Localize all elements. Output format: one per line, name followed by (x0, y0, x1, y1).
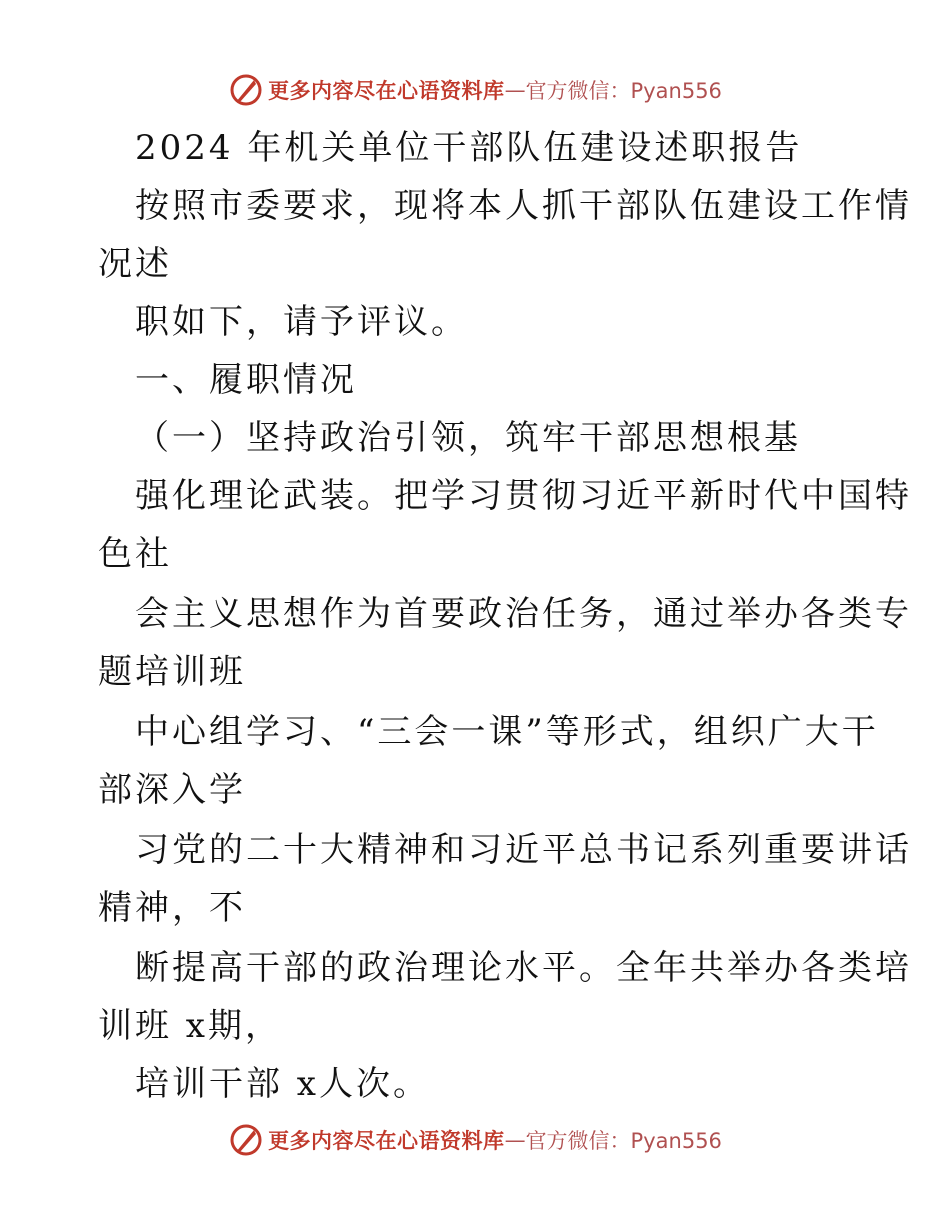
paragraph-line: 习党的二十大精神和习近平总书记系列重要讲话 (135, 830, 912, 870)
paragraph-line: 精神，不 (98, 888, 246, 928)
watermark-dash: — (504, 1128, 526, 1152)
paragraph-line: 断提高干部的政治理论水平。全年共举办各类培 (135, 948, 912, 988)
subsection-heading: （一）坚持政治引领，筑牢干部思想根基 (135, 418, 801, 458)
watermark-red-text: 更多内容尽在心语资料库 (268, 79, 505, 103)
watermark-red-text: 更多内容尽在心语资料库 (268, 1129, 505, 1153)
paragraph-line: 训班 x期， (98, 1006, 282, 1046)
paragraph-line: 会主义思想作为首要政治任务，通过举办各类专 (135, 594, 912, 634)
paragraph-line: 培训干部 x人次。 (135, 1064, 430, 1104)
paragraph-line: 职如下，请予评议。 (135, 302, 468, 342)
header-watermark (0, 70, 950, 110)
footer-watermark (0, 1120, 950, 1160)
document-title: 2024 年机关单位干部队伍建设述职报告 (135, 128, 803, 168)
paragraph-line: 色社 (98, 534, 172, 574)
paragraph-line: 况述 (98, 244, 172, 284)
section-heading: 一、履职情况 (135, 360, 357, 400)
paragraph-line: 强化理论武装。把学习贯彻习近平新时代中国特 (135, 476, 912, 516)
feather-pen-circle-icon (228, 1122, 264, 1158)
watermark-wechat-text: 官方微信：Pyan556 (525, 79, 722, 103)
watermark-dash: — (504, 78, 526, 102)
paragraph-line: 中心组学习、“三会一课”等形式，组织广大干 (135, 712, 879, 752)
paragraph-line: 题培训班 (98, 652, 246, 692)
paragraph-line: 部深入学 (98, 770, 246, 810)
feather-pen-circle-icon (228, 72, 264, 108)
watermark-wechat-text: 官方微信：Pyan556 (525, 1129, 722, 1153)
paragraph-line: 按照市委要求，现将本人抓干部队伍建设工作情 (135, 186, 912, 226)
